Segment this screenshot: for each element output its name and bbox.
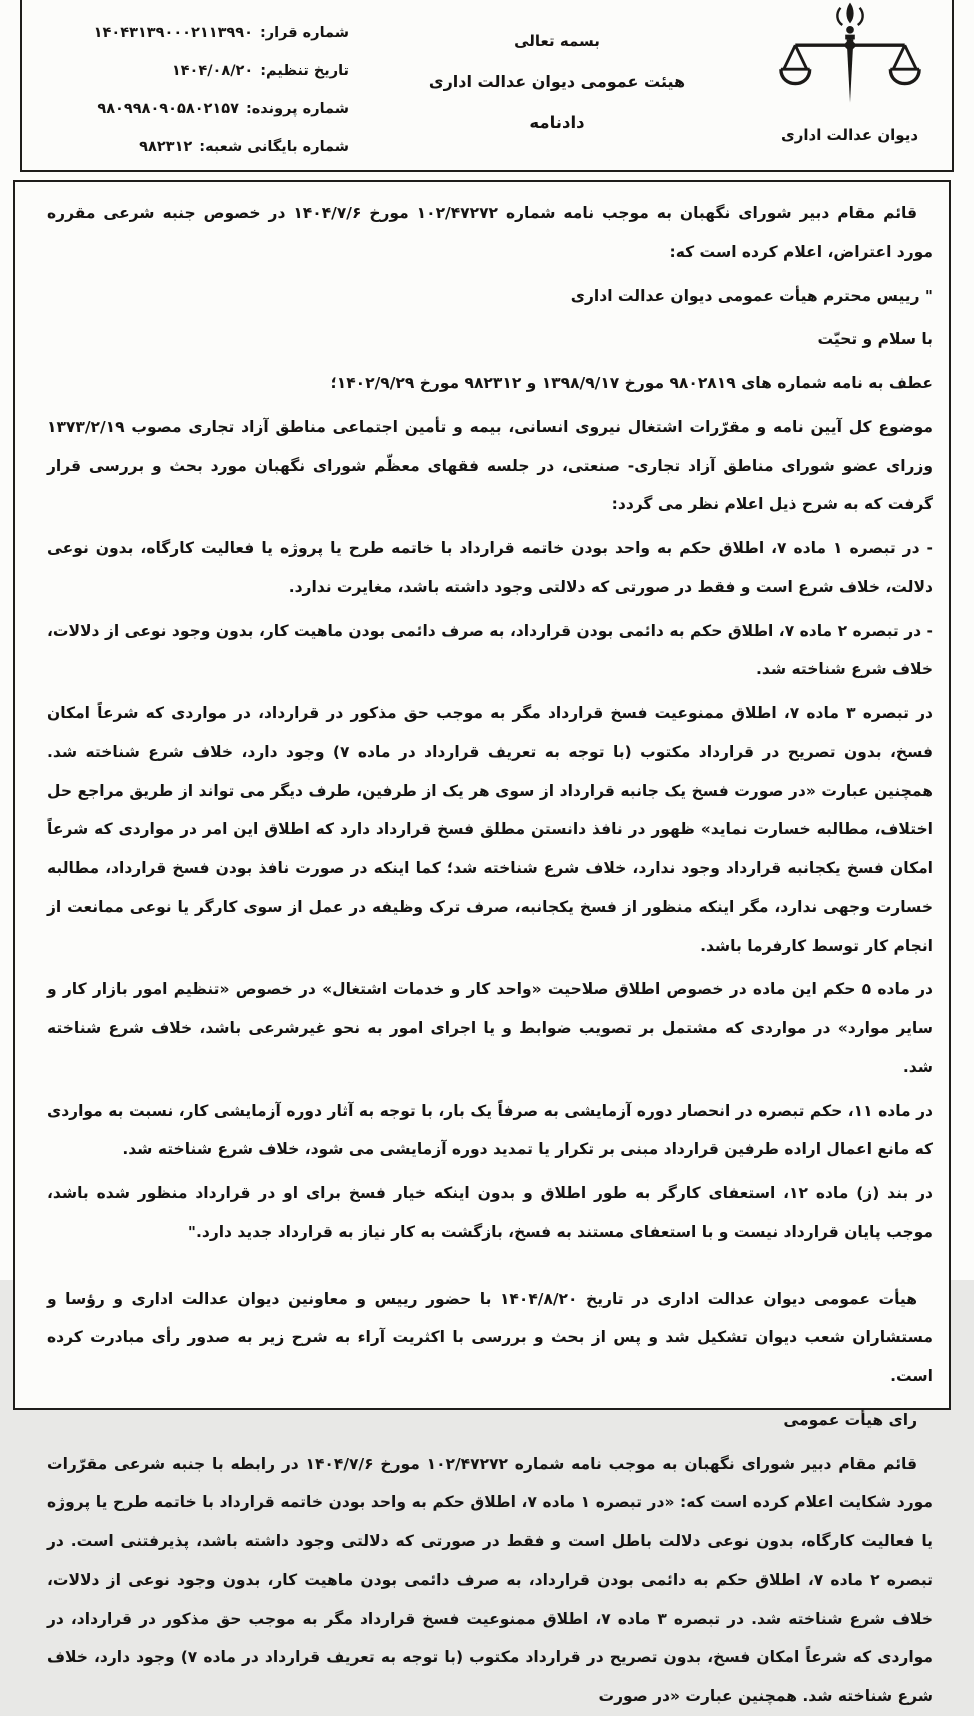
meta-label: شماره بایگانی شعبه: — [199, 139, 349, 155]
paragraph-note2-article7: - در تبصره ۲ ماده ۷، اطلاق حکم به دائمی بودن قرارداد، به صرف دائمی بودن ماهیت کار، بدون وجود نوعی از دلالات، خلاف شرع شناخته شد. — [47, 621, 933, 679]
meta-decision-number — [32, 14, 349, 52]
paragraph-article11: در ماده ۱۱، حکم تبصره در انحصار دوره آزمایشی به صرفاً یک بار، با توجه به آثار دوره آزمایشی کار، نسبت به مواردی که مانع اعمال اراده طرفین قرارداد مبنی بر تکرار یا تمدید دوره آزمایشی می شود، خلاف شرع شناخته شد. — [47, 1101, 933, 1159]
meta-label: تاریخ تنظیم: — [260, 63, 349, 79]
paragraph-vote-body: قائم مقام دبیر شورای نگهبان به موجب نامه شماره ۱۰۲/۴۷۲۷۲ مورخ ۱۴۰۴/۷/۶ در رابطه با جنبه شرعی مقرّرات مورد شکایت اعلام کرده است که: «در تبصره ۱ ماده ۷، اطلاق حکم به واحد بودن خاتمه قرارداد با خاتمه طرح یا پروژه یا فعالیت کارگاه، بدون نوعی دلالت باطل است و فقط در صورتی که دلالتی وجود داشته باشد، پذیرفتنی است. در تبصره ۲ ماده ۷، اطلاق حکم به دائمی بودن قرارداد، به صرف دائمی بودن ماهیت کار، بدون وجود نوعی از دلالات، خلاف شرع شناخته شد. در تبصره ۳ ماده ۷، اطلاق ممنوعیت فسخ قرارداد مگر به موجب حق مذکور در قرارداد، در مواردی که شرعاً امکان فسخ، بدون تصریح در قرارداد مکتوب (با توجه به تعریف قرارداد در ماده ۷) وجود دارد، خلاف شرع شناخته شد. همچنین عبارت «در صورت — [47, 1454, 933, 1705]
meta-label: شماره پرونده: — [245, 101, 349, 117]
general-board-vote-heading: رای هیأت عمومی — [783, 1410, 917, 1429]
court-logo-block — [747, 0, 952, 170]
header-titles — [367, 0, 747, 170]
paragraph-salutation: با سلام و تحیّت — [817, 330, 933, 349]
scales-of-justice-icon — [778, 2, 922, 122]
paragraph-intro: قائم مقام دبیر شورای نگهبان به موجب نامه شماره ۱۰۲/۴۷۲۷۲ مورخ ۱۴۰۴/۷/۶ در خصوص جنبه شرعی مقرره مورد اعتراض، اعلام کرده است که: — [47, 204, 933, 261]
paragraph-note1-article7: - در تبصره ۱ ماده ۷، اطلاق حکم به واحد بودن خاتمه قرارداد با خاتمه طرح یا پروژه یا فعالیت کارگاه، بدون نوعی دلالت، خلاف شرع است و فقط در صورتی که دلالتی وجود داشته باشد، مغایرت ندارد. — [47, 539, 933, 596]
case-meta-block — [22, 0, 367, 170]
meta-archive-number — [32, 128, 349, 166]
paragraph-note3-article7: در تبصره ۳ ماده ۷، اطلاق ممنوعیت فسخ قرارداد مگر به موجب حق مذکور در قرارداد، در مواردی که شرعاً امکان فسخ، بدون تصریح در قرارداد مکتوب (با توجه به تعریف قرارداد در ماده ۷) وجود دارد، خلاف شرع شناخته شد. همچنین عبارت «در صورت فسخ یک جانبه قرارداد از سوی هر یک از طرفین، طرف دیگر می تواند از طریق مراجع حل اختلاف، مطالبه خسارت نماید» ظهور در نافذ دانستن مطلق فسخ قرارداد دارد که اطلاق این امر در مواردی که شرعاً امکان فسخ یکجانبه قرارداد وجود ندارد، خلاف شرع شناخته شد؛ کما اینکه در صورت نافذ بودن فسخ قرارداد، مطالبه خسارت وجهی ندارد، مگر اینکه منظور از فسخ یکجانبه، صرف ترک وظیفه در عمل از سوی کارگر یا نوعی ممانعت از انجام کار توسط کارفرما باشد. — [47, 704, 934, 955]
paragraph-subject: موضوع کل آیین نامه و مقرّرات اشتغال نیروی انسانی، بیمه و تأمین اجتماعی مناطق آزاد تجاری مصوب ۱۳۷۳/۲/۱۹ وزرای عضو شورای مناطق آزاد تجاری- صنعتی، در جلسه فقهای معظّم شورای نگهبان مورد بحث و بررسی قرار گرفت که به شرح ذیل اعلام نظر می گردد: — [47, 417, 933, 514]
meta-date — [32, 52, 349, 90]
meta-value: ۹۸۰۹۹۸۰۹۰۵۸۰۲۱۵۷ — [97, 101, 239, 117]
meta-label: شماره قرار: — [259, 25, 349, 41]
besmele-line: بسمه تعالی — [514, 32, 600, 50]
paragraph-article5: در ماده ۵ حکم این ماده در خصوص اطلاق صلاحیت «واحد کار و خدمات اشتغال» در خصوص «تنظیم امور بازار کار و سایر موارد» در مواردی که مشتمل بر تصویب ضوابط و یا اجرای امور به نحو غیرشرعی باشد، خلاف شرع شناخته شد. — [47, 980, 933, 1076]
header-box — [20, 0, 954, 172]
org-title: هیئت عمومی دیوان عدالت اداری — [428, 72, 686, 91]
court-logo-caption: دیوان عدالت اداری — [780, 126, 919, 144]
paragraph-addressee: " رییس محترم هیأت عمومی دیوان عدالت اداری — [570, 286, 933, 305]
paragraph-article12-clause-z: در بند (ز) ماده ۱۲، استعفای کارگر به طور اطلاق و بدون اینکه خیار فسخ برای او در قرارداد منظور شده باشد، موجب پایان قرارداد نیست و با استعفای مستند به فسخ، بازگشت به کار نیاز به قرارداد جدید دارد." — [47, 1184, 933, 1241]
paragraph-session-formation: هیأت عمومی دیوان عدالت اداری در تاریخ ۱۴۰۴/۸/۲۰ با حضور رییس و معاونین دیوان عدالت اداری و رؤسا و مستشاران شعب دیوان تشکیل شد و پس از بحث و بررسی با اکثریت آراء به شرح زیر به صدور رأی مبادرت کرده است. — [47, 1289, 933, 1385]
ruling-body-box — [13, 180, 951, 1705]
doc-type-title: دادنامه — [529, 113, 585, 132]
meta-value: ۱۴۰۴/۰۸/۲۰ — [171, 63, 254, 79]
paragraph-reference-letters: عطف به نامه شماره های ۹۸۰۲۸۱۹ مورخ ۱۳۹۸/۹/۱۷ و ۹۸۲۳۱۲ مورخ ۱۴۰۲/۹/۲۹؛ — [330, 374, 933, 392]
meta-value: ۱۴۰۴۳۱۳۹۰۰۰۲۱۱۳۹۹۰ — [93, 25, 253, 41]
meta-case-number — [32, 90, 349, 128]
meta-value: ۹۸۲۳۱۲ — [139, 139, 193, 155]
